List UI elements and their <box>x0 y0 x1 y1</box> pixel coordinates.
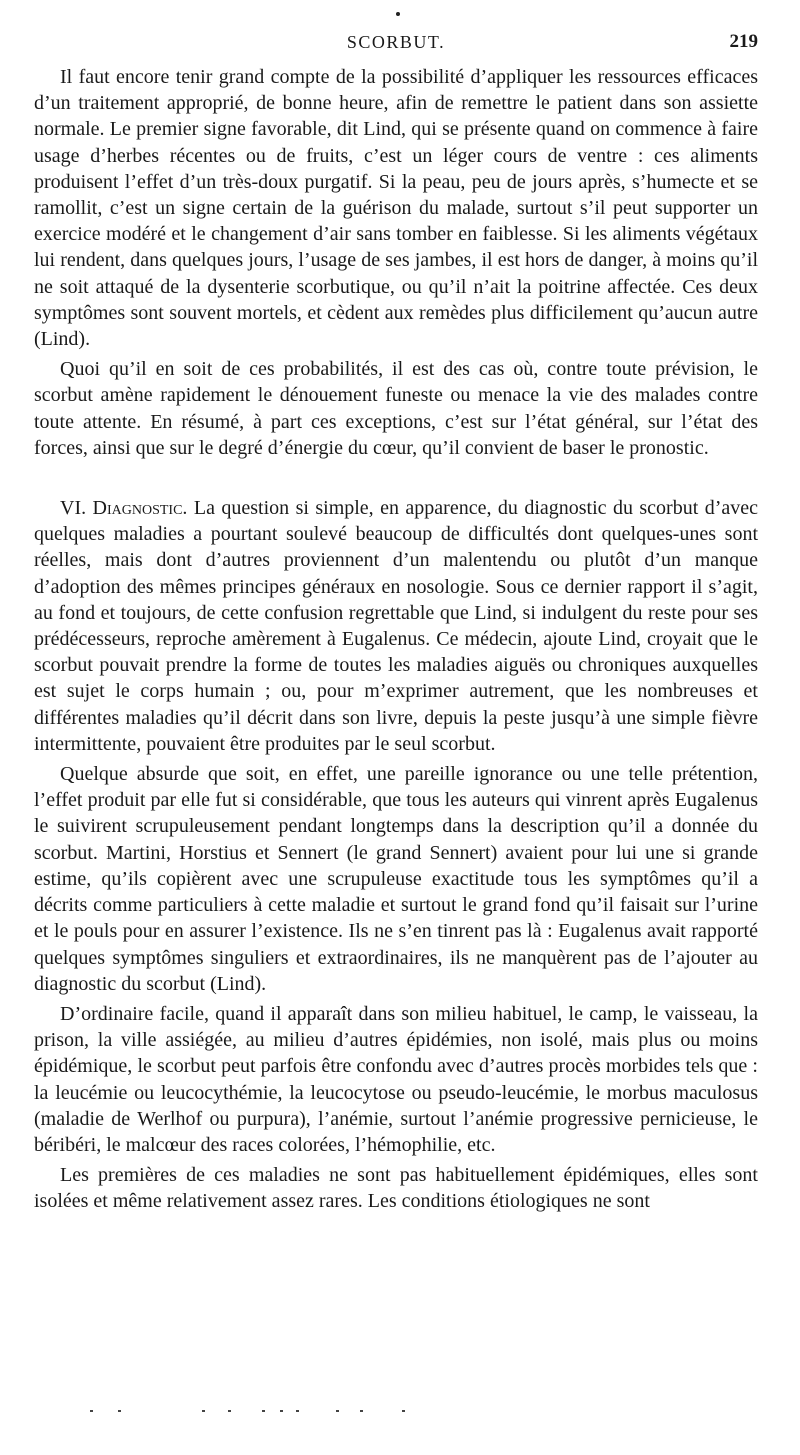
section-diagnostic <box>34 495 758 1214</box>
page-header <box>34 28 758 64</box>
paragraph-prognosis: Quoi qu’il en soit de ces probabilités, il est des cas où, contre toute prévision, le scorbut amène rapidement le dénouement funeste ou menace la vie des malades contre toute attente. En résumé, à part ces exceptions, c’est sur l’état général, sur l’état des forces, ainsi que sur le degré d’énergie du cœur, qu’il convient de baser le pronostic. <box>34 358 758 459</box>
ink-dot <box>396 12 400 16</box>
paragraph-eugalenus: Quelque absurde que soit, en effet, une pareille ignorance ou une telle prétention, l’effet produit par elle fut si considérable, que tous les auteurs qui vinrent après Eugalenus le suivirent scrupuleusement pendant longtemps dans la description qu’il a donnée du scorbut. Martini, Horstius et Sennert (le grand Sennert) avaient pour lui une si grande estime, qu’ils copièrent avec une scrupuleuse exactitude tous les symptômes qu’il a décrits comme particuliers à cette maladie et surtout le grand fond qu’il faisait sur l’urine et le pouls pour en assurer l’existence. Ils ne s’en tinrent pas là : Eugalenus avait rapporté quelques symptômes singuliers et extraordinaires, ils ne manquèrent pas de l’ajouter au diagnostic du scorbut (Lind). <box>34 763 758 995</box>
paragraph-conditions: Les premières de ces maladies ne sont pas habituellement épidémiques, elles sont isolées et même relativement assez rares. Les conditions étiologiques ne sont <box>34 1164 758 1213</box>
page-number: 219 <box>729 31 758 52</box>
section-heading: VI. Diagnostic. <box>60 497 188 520</box>
running-title: SCORBUT. <box>346 32 446 52</box>
paragraph-confusion: D’ordinaire facile, quand il apparaît dans son milieu habituel, le camp, le vaisseau, la prison, la ville assiégée, au milieu d’autres épidémies, non isolé, mais plus ou moins épidémique, le scorbut peut parfois être confondu avec d’autres procès morbides tels que : la leucémie ou leucocythémie, la leucocytose ou pseudo-leucémie, le morbus maculosus (maladie de Werlhof ou purpura), l’anémie, surtout l’anémie progressive pernicieuse, le béribéri, le malcœur des races colorées, l’hémophilie, etc. <box>34 1002 758 1156</box>
paragraph-treatment: Il faut encore tenir grand compte de la possibilité d’appliquer les ressources efficaces d’un traitement approprié, de bonne heure, afin de remettre le patient dans son assiette normale. Le premier signe favorable, dit Lind, qui se présente quand on commence à faire usage d’herbes récentes ou de fruits, c’est un léger cours de ventre : ces aliments produisent l’effet d’un très-doux purgatif. Si la peau, peu de jours après, s’humecte et se ramollit, c’est un signe certain de la guérison du malade, surtout s’il peut supporter un exercice modéré et le changement d’air sans tomber en faiblesse. Si les aliments végétaux lui rendent, dans quelques jours, l’usage de ses jambes, il est hors de danger, à moins qu’il ne soit attaqué de la dysenterie scorbutique, ou qu’il n’ait la poitrine affectée. Ces deux symptômes sont souvent mortels, et cèdent aux remèdes plus difficilement qu’aucun autre (Lind). <box>34 66 758 351</box>
print-specks <box>90 1410 430 1416</box>
paragraph-diagnostic-text: La question si simple, en apparence, du diagnostic du scorbut d’avec quelques maladies a pourtant soulevé beaucoup de difficultés dont quelques-unes sont réelles, mais dont d’autres proviennent d’un malentendu ou plutôt d’un manque d’adoption des mêmes principes généraux en nosologie. Sous ce dernier rapport il s’agit, au fond et toujours, de cette confusion regrettable que Lind, si indulgent du reste pour ses prédécesseurs, reproche amèrement à Eugalenus. Ce médecin, ajoute Lind, croyait que le scorbut pouvait prendre la forme de toutes les maladies aiguës ou chroniques auxquelles est sujet le corps humain ; ou, pour m’exprimer autrement, que les nombreuses et différentes maladies qu’il décrit dans son livre, depuis la peste jusqu’à une simple fièvre intermittente, pouvaient être produites par le seul scorbut. <box>34 497 758 755</box>
paragraph-diagnostic-intro <box>34 495 758 757</box>
